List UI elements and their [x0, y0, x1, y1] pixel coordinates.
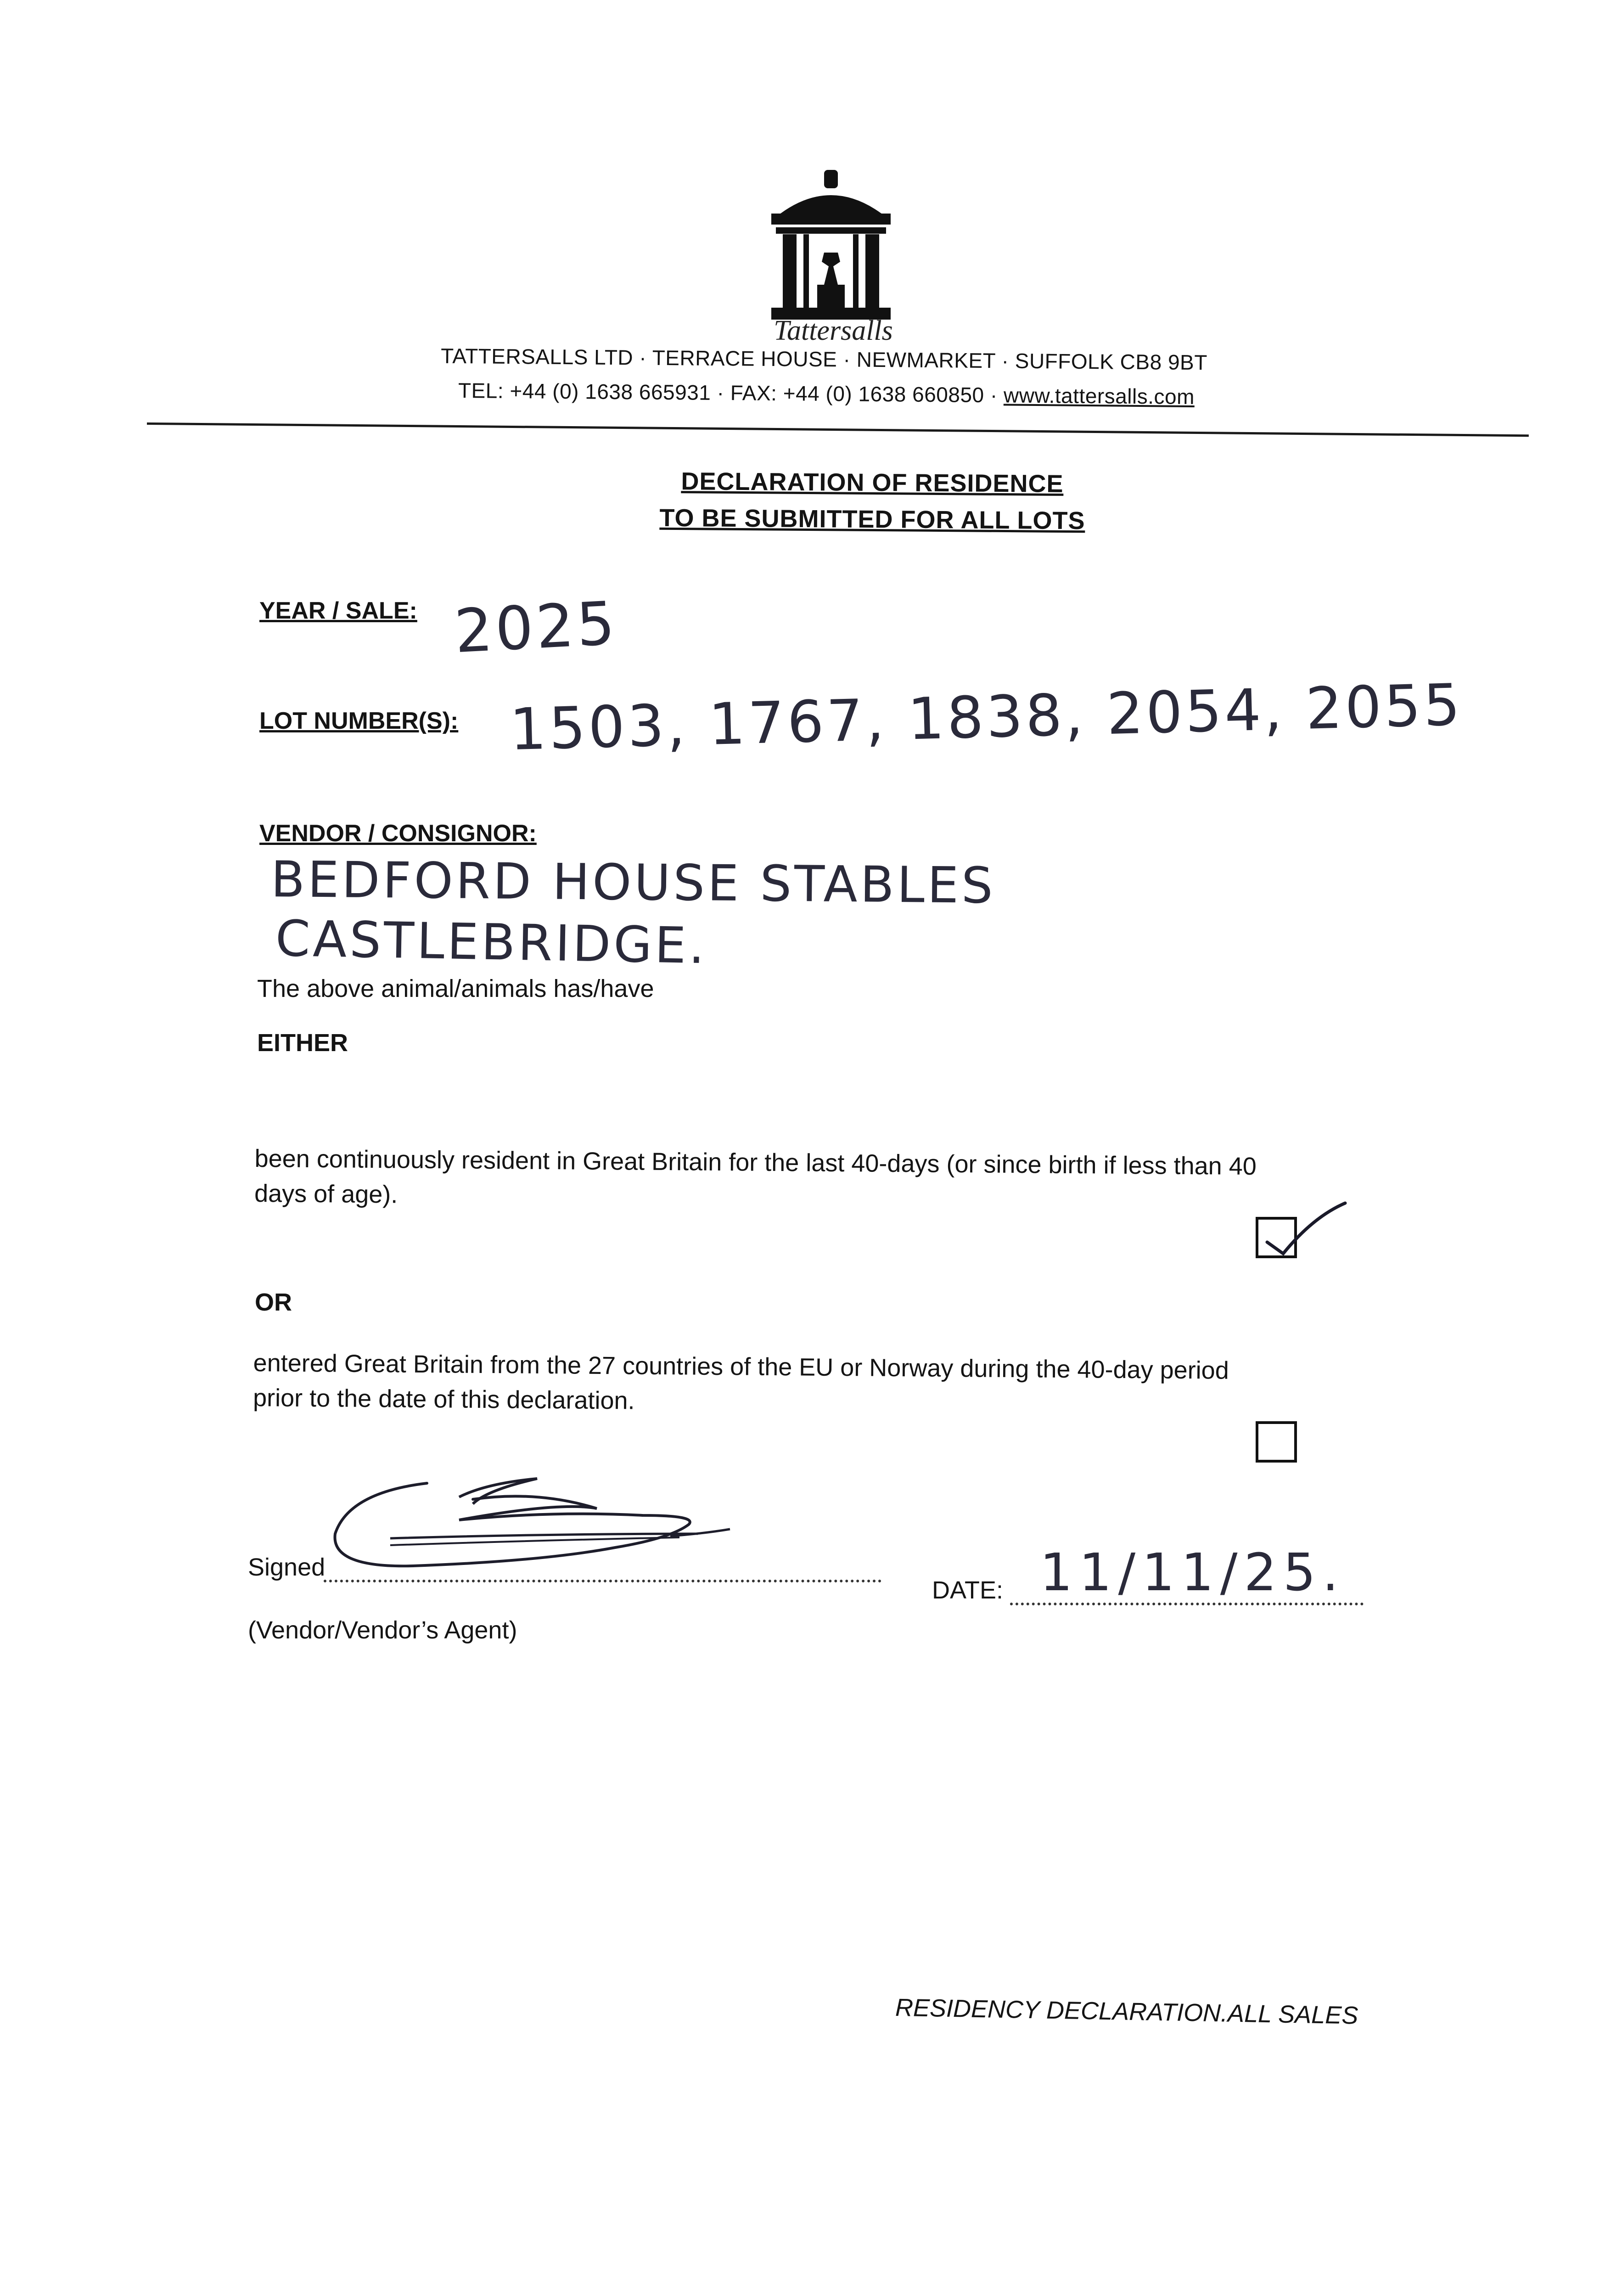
page-title: DECLARATION OF RESIDENCE: [681, 467, 1064, 498]
option1-line1: been continuously resident in Great Britain for the last 40-days (or since birth if less than 40: [254, 1144, 1257, 1181]
company-contact: [367, 377, 1285, 410]
option2-line1: entered Great Britain from the 27 countries of the EU or Norway during the 40-day period: [253, 1349, 1229, 1384]
vendor-label: VENDOR / CONSIGNOR:: [259, 820, 537, 847]
option2-text: [253, 1345, 1410, 1424]
option1-text: [254, 1141, 1412, 1220]
tattersalls-logo-icon: [762, 170, 900, 321]
lot-numbers-value: 1503, 1767, 1838, 2054, 2055: [509, 671, 1464, 764]
contact-numbers: TEL: +44 (0) 1638 665931 · FAX: +44 (0) 1638 660850 ·: [458, 378, 1004, 407]
company-address: TATTERSALLS LTD · TERRACE HOUSE · NEWMARKET · SUFFOLK CB8 9BT: [440, 343, 1208, 375]
statement-intro: The above animal/animals has/have: [257, 975, 654, 1002]
lot-numbers-label: LOT NUMBER(S):: [259, 708, 459, 734]
vendor-name: BEDFORD HOUSE STABLES: [270, 851, 996, 915]
signer-caption: (Vendor/Vendor’s Agent): [248, 1616, 517, 1644]
date-line[interactable]: [1010, 1603, 1364, 1605]
handwritten-signature: [321, 1465, 780, 1584]
date-label: DATE:: [932, 1576, 1004, 1604]
page-subtitle: TO BE SUBMITTED FOR ALL LOTS: [659, 504, 1085, 535]
year-sale-value: 2025: [453, 588, 619, 667]
signature-line[interactable]: [324, 1580, 881, 1582]
vendor-location: CASTLEBRIDGE.: [275, 910, 708, 975]
option2-checkbox[interactable]: [1256, 1421, 1297, 1463]
option1-line2: days of age).: [254, 1179, 398, 1209]
date-value: 11/11/25.: [1040, 1543, 1345, 1603]
form-reference: RESIDENCY DECLARATION.ALL SALES: [895, 1993, 1358, 2030]
either-label: EITHER: [257, 1029, 348, 1057]
signed-label: Signed: [248, 1553, 326, 1581]
checkmark-icon: [1258, 1199, 1350, 1258]
brand-name: Tattersalls: [774, 315, 893, 346]
option2-line2: prior to the date of this declaration.: [253, 1384, 635, 1415]
or-label: OR: [255, 1289, 292, 1316]
year-sale-label: YEAR / SALE:: [259, 597, 417, 624]
header-divider: [147, 422, 1529, 437]
website-link[interactable]: www.tattersalls.com: [1003, 383, 1195, 409]
